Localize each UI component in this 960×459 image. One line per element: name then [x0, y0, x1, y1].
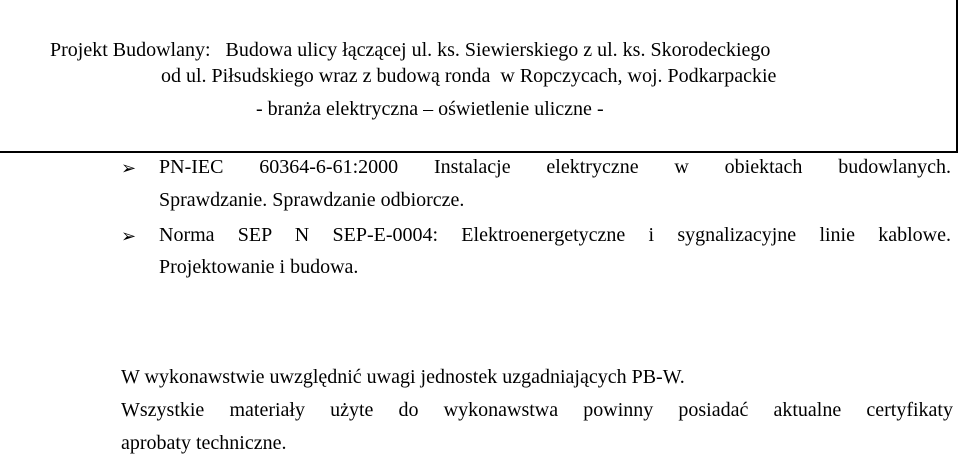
note-line-2: Wszystkie materiały użyte do wykonawstwa powinny posiadać aktualne certyfikaty [121, 399, 953, 421]
standard-item-2-line-2: Projektowanie i budowa. [159, 256, 359, 278]
bullet-arrow-icon: ➢ [121, 158, 137, 178]
note-line-1: W wykonawstwie uwzględnić uwagi jednostek uzgadniających PB-W. [121, 366, 685, 388]
project-title-line-2: od ul. Piłsudskiego wraz z budową ronda w Ropczycach, woj. Podkarpackie [161, 65, 777, 87]
note-line-3: aprobaty techniczne. [121, 432, 287, 454]
project-header-box [0, 0, 958, 153]
project-title-line-1: Projekt Budowlany: Budowa ulicy łączącej ul. ks. Siewierskiego z ul. ks. Skorodeckiego [50, 39, 771, 61]
project-title-line-3: - branża elektryczna – oświetlenie uliczne - [256, 98, 604, 120]
standard-item-2-line-1: Norma SEP N SEP-E-0004: Elektroenergetyczne i sygnalizacyjne linie kablowe. [159, 224, 951, 246]
bullet-arrow-icon: ➢ [121, 226, 137, 246]
standard-item-1-line-2: Sprawdzanie. Sprawdzanie odbiorcze. [159, 189, 465, 211]
standard-item-1-line-1: PN-IEC 60364-6-61:2000 Instalacje elektryczne w obiektach budowlanych. [159, 156, 951, 178]
